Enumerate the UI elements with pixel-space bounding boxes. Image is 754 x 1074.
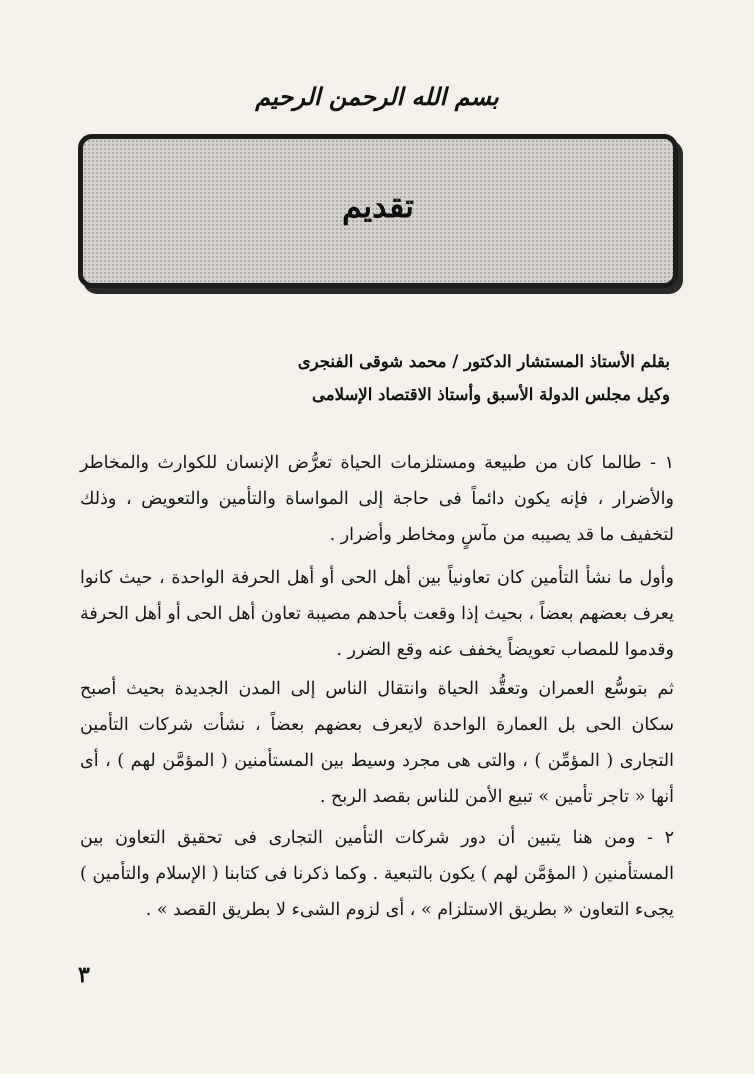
author-position: وكيل مجلس الدولة الأسبق وأستاذ الاقتصاد الإسلامى	[312, 385, 670, 404]
paragraph-2: وأول ما نشأ التأمين كان تعاونياً بين أهل الحى أو أهل الحرفة الواحدة ، حيث كانوا يعرف بعضهم بعضاً ، بحيث إذا وقعت بأحدهم مصيبة تعاون أهل الحى أو أهل الحرفة وقدموا للمصاب تعويضاً يخفف عنه وقع الضرر .	[80, 568, 674, 660]
page-number: ٣	[78, 962, 90, 988]
paragraph-4: ٢ - ومن هنا يتبين أن دور شركات التأمين التجارى فى تحقيق التعاون بين المستأمنين ( المؤمَّن لهم ) يكون بالتبعية . وكما ذكرنا فى كتابنا ( الإسلام والتأمين ) يجىء التعاون « بطريق الاستلزام » ، أى لزوم الشىء لا بطريق القصد » .	[80, 828, 674, 920]
title-frame	[78, 134, 678, 288]
page-title: تقديم	[341, 187, 415, 225]
paragraph-1: ١ - طالما كان من طبيعة ومستلزمات الحياة تعرُّض الإنسان للكوارث والمخاطر والأضرار ، فإنه يكون دائماً فى حاجة إلى المواساة والتأمين والتعويض ، وذلك لتخفيف ما قد يصيبه من مآسٍ ومخاطر وأضرار .	[80, 453, 674, 545]
bismillah-heading: بسم الله الرحمن الرحيم	[255, 82, 499, 111]
author-byline: بقلم الأستاذ المستشار الدكتور / محمد شوقى الفنجرى	[297, 352, 670, 371]
paragraph-3: ثم بتوسُّع العمران وتعقُّد الحياة وانتقال الناس إلى المدن الجديدة بحيث أصبح سكان الحى بل العمارة الواحدة لايعرف بعضهم بعضاً ، نشأت شركات التأمين التجارى ( المؤمِّن ) ، والتى هى مجرد وسيط بين المستأمنين ( المؤمَّن لهم ) ، أى أنها « تاجر تأمين » تبيع الأمن للناس بقصد الربح .	[80, 679, 674, 807]
